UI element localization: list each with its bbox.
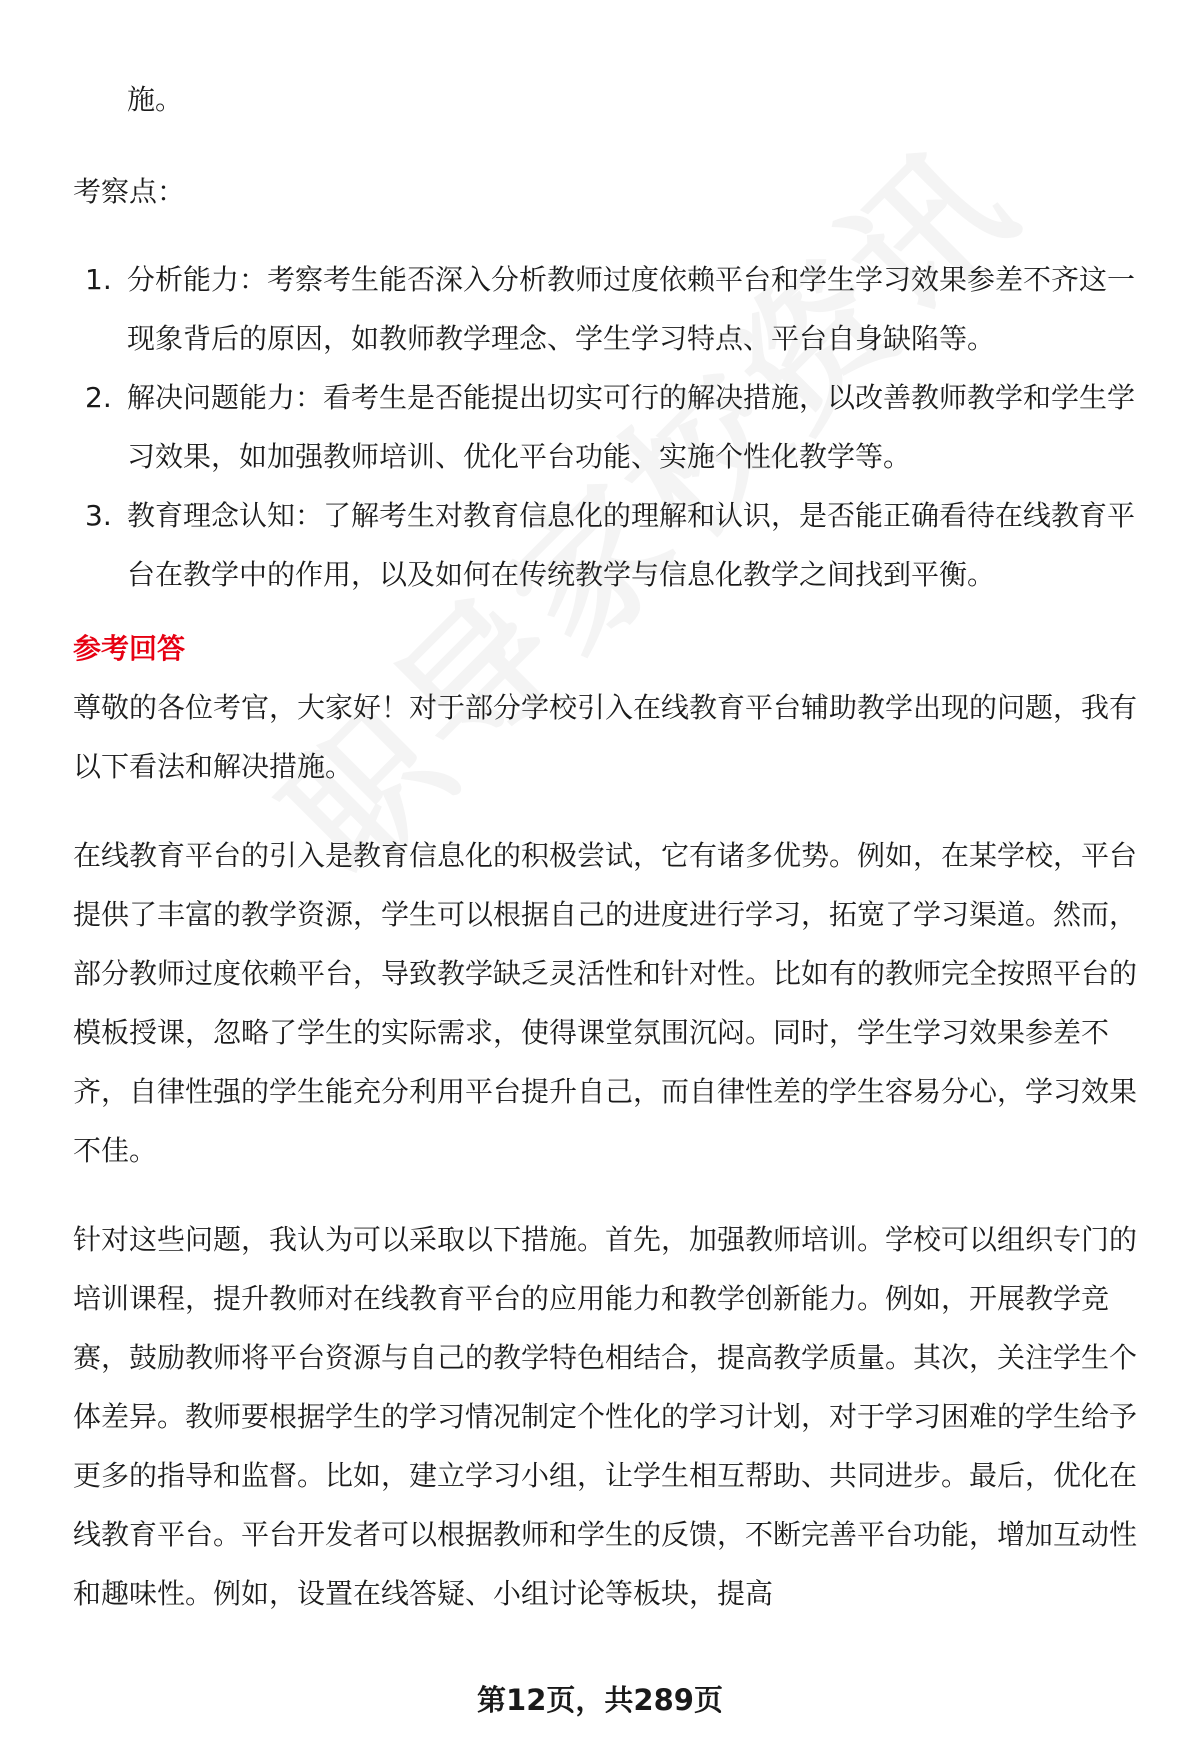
list-number: 3. <box>85 499 112 532</box>
page-number-footer: 第12页，共289页 <box>477 1683 723 1717</box>
reference-answer-heading: 参考回答 <box>73 632 186 665</box>
exam-points-label: 考察点： <box>73 175 186 208</box>
list-item <box>73 486 1150 604</box>
list-number: 1. <box>85 263 112 296</box>
list-item-text: 解决问题能力：看考生是否能提出切实可行的解决措施，以改善教师教学和学生学习效果，如加强教师培训、优化平台功能、实施个性化教学等。 <box>127 381 1136 473</box>
continuation-text: 施。 <box>127 83 184 116</box>
list-number: 2. <box>85 381 112 414</box>
list-item <box>73 250 1150 368</box>
paragraph: 在线教育平台的引入是教育信息化的积极尝试，它有诸多优势。例如，在某学校，平台提供了丰富的教学资源，学生可以根据自己的进度进行学习，拓宽了学习渠道。然而，部分教师过度依赖平台，导致教学缺乏灵活性和针对性。比如有的教师完全按照平台的模板授课，忽略了学生的实际需求，使得课堂氛围沉闷。同时，学生学习效果参差不齐，自律性强的学生能充分利用平台提升自己，而自律性差的学生容易分心，学习效果不佳。 <box>73 839 1138 1167</box>
paragraph: 尊敬的各位考官，大家好！对于部分学校引入在线教育平台辅助教学出现的问题，我有以下看法和解决措施。 <box>73 691 1138 783</box>
document-body <box>73 70 1150 1623</box>
list-item-text: 分析能力：考察考生能否深入分析教师过度依赖平台和学生学习效果参差不齐这一现象背后的原因，如教师教学理念、学生学习特点、平台自身缺陷等。 <box>127 263 1136 355</box>
list-item <box>73 368 1150 486</box>
list-item-text: 教育理念认知：了解考生对教育信息化的理解和认识，是否能正确看待在线教育平台在教学中的作用，以及如何在传统教学与信息化教学之间找到平衡。 <box>127 499 1136 591</box>
paragraph: 针对这些问题，我认为可以采取以下措施。首先，加强教师培训。学校可以组织专门的培训课程，提升教师对在线教育平台的应用能力和教学创新能力。例如，开展教学竞赛，鼓励教师将平台资源与自己的教学特色相结合，提高教学质量。其次，关注学生个体差异。教师要根据学生的学习情况制定个性化的学习计划，对于学习困难的学生给予更多的指导和监督。比如，建立学习小组，让学生相互帮助、共同进步。最后，优化在线教育平台。平台开发者可以根据教师和学生的反馈，不断完善平台功能，增加互动性和趣味性。例如，设置在线答疑、小组讨论等板块，提高 <box>73 1223 1138 1610</box>
exam-points-list <box>73 250 1150 604</box>
